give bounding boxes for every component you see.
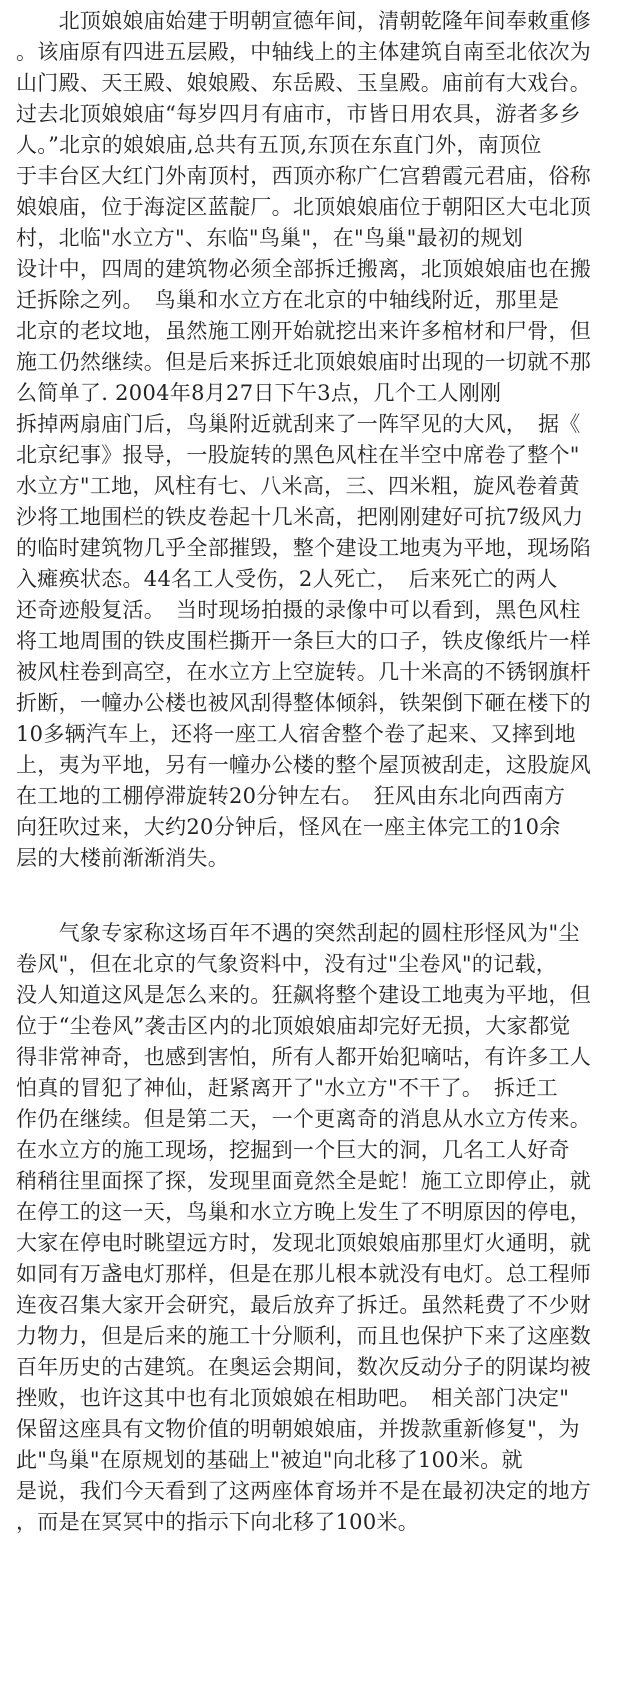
text-line: 人。”北京的娘娘庙,总共有五顶,东顶在东直门外，南顶位 (16, 133, 542, 157)
text-line: 还奇迹般复活。 当时现场拍摄的录像中可以看到，黑色风柱 (16, 598, 581, 622)
text-line: 拆掉两扇庙门后，鸟巢附近就刮来了一阵罕见的大风， 据《 (16, 412, 581, 436)
text-line: 将工地周围的铁皮围栏撕开一条巨大的口子，铁皮像纸片一样 (16, 629, 592, 653)
text-line: 在停工的这一天，鸟巢和水立方晚上发生了不明原因的停电， (16, 1200, 592, 1224)
text-line: 被风柱卷到高空，在水立方上空旋转。几十米高的不锈钢旗杆 (16, 660, 592, 684)
text-line: 如同有万盏电灯那样，但是在那儿根本就没有电灯。总工程师 (16, 1262, 592, 1286)
text-line: 挫败，也许这其中也有北顶娘娘在相助吧。 相关部门决定" (16, 1386, 570, 1410)
text-line: 设计中，四周的建筑物必须全部拆迁搬离，北顶娘娘庙也在搬 (16, 257, 592, 281)
text-line: 向狂吹过来，大约20分钟后，怪风在一座主体完工的10余 (16, 815, 561, 839)
text-line: 村，北临"水立方"、东临"鸟巢"，在"鸟巢"最初的规划 (16, 226, 524, 250)
text-line: 卷风"，但在北京的气象资料中，没有过"尘卷风"的记载， (16, 952, 558, 976)
text-line: 力物力，但是后来的施工十分顺利，而且也保护下来了这座数 (16, 1324, 592, 1348)
text-line: 怕真的冒犯了神仙，赶紧离开了"水立方"不干了。 拆迁工 (16, 1076, 558, 1100)
text-line: 折断，一幢办公楼也被风刮得整体倾斜，铁架倒下砸在楼下的 (16, 691, 592, 715)
text-line: 在工地的工棚停滞旋转20分钟左右。 狂风由东北向西南方 (16, 784, 566, 808)
text-line: 得非常神奇，也感到害怕，所有人都开始犯嘀咕，有许多工人 (16, 1045, 592, 1069)
text-line: 连夜召集大家开会研究，最后放弃了拆迁。虽然耗费了不少财 (16, 1293, 592, 1317)
text-line: 是说，我们今天看到了这两座体育场并不是在最初决定的地方 (16, 1479, 592, 1503)
text-line: 保留这座具有文物价值的明朝娘娘庙，并拨款重新修复"，为 (16, 1417, 580, 1441)
text-line: 过去北顶娘娘庙“每岁四月有庙市，市皆日用农具，游者多乡 (16, 102, 581, 126)
text-line: 气象专家称这场百年不遇的突然刮起的圆柱形怪风为"尘 (16, 921, 580, 945)
text-line: 作仍在继续。但是第二天，一个更离奇的消息从水立方传来。 (16, 1107, 592, 1131)
text-line: 施工仍然继续。但是后来拆迁北顶娘娘庙时出现的一切就不那 (16, 350, 592, 374)
text-line: 入瘫痪状态。44名工人受伤，2人死亡， 后来死亡的两人 (16, 567, 558, 591)
text-line: 于丰台区大红门外南顶村，西顶亦称广仁宫碧霞元君庙，俗称 (16, 164, 592, 188)
text-line: 10多辆汽车上，还将一座工人宿舍整个卷了起来、又摔到地 (16, 722, 576, 746)
text-line: 位于“尘卷风”袭击区内的北顶娘娘庙却完好无损，大家都觉 (16, 1014, 571, 1038)
text-line: 水立方"工地，风柱有七、八米高，三、四米粗，旋风卷着黄 (16, 474, 580, 498)
text-line: 么简单了. 2004年8月27日下午3点，几个工人刚刚 (16, 381, 502, 405)
text-line: 没人知道这风是怎么来的。狂飙将整个建设工地夷为平地，但 (16, 983, 592, 1007)
text-line: 的临时建筑物几乎全部摧毁，整个建设工地夷为平地，现场陷 (16, 536, 592, 560)
text-line: 迁拆除之列。 鸟巢和水立方在北京的中轴线附近，那里是 (16, 288, 560, 312)
text-line: 上，夷为平地，另有一幢办公楼的整个屋顶被刮走，这股旋风 (16, 753, 592, 777)
text-line: 北京纪事》报导，一股旋转的黑色风柱在半空中席卷了整个" (16, 443, 580, 467)
text-line: 娘娘庙，位于海淀区蓝靛厂。北顶娘娘庙位于朝阳区大屯北顶 (16, 195, 592, 219)
text-line: 北京的老坟地，虽然施工刚开始就挖出来许多棺材和尸骨，但 (16, 319, 592, 343)
text-line: 层的大楼前渐渐消失。 (16, 846, 229, 870)
text-line: 大家在停电时眺望远方时，发现北顶娘娘庙那里灯火通明，就 (16, 1231, 592, 1255)
text-line: 沙将工地围栏的铁皮卷起十几米高，把刚刚建好可抗7级风力 (16, 505, 584, 529)
text-line: 山门殿、天王殿、娘娘殿、东岳殿、玉皇殿。庙前有大戏台。 (16, 71, 592, 95)
text-line: 稍稍往里面探了探，发现里面竟然全是蛇！施工立即停止，就 (16, 1169, 592, 1193)
text-line: 。该庙原有四进五层殿，中轴线上的主体建筑自南至北依次为 (16, 40, 592, 64)
text-line: ，而是在冥冥中的指示下向北移了100米。 (16, 1510, 420, 1534)
text-line: 在水立方的施工现场，挖掘到一个巨大的洞，几名工人好奇 (16, 1138, 570, 1162)
text-line: 百年历史的古建筑。在奥运会期间，数次反动分子的阴谋均被 (16, 1355, 592, 1379)
text-line: 北顶娘娘庙始建于明朝宣德年间，清朝乾隆年间奉敕重修 (16, 9, 592, 33)
text-line: 此"鸟巢"在原规划的基础上"被迫"向北移了100米。就 (16, 1448, 523, 1472)
